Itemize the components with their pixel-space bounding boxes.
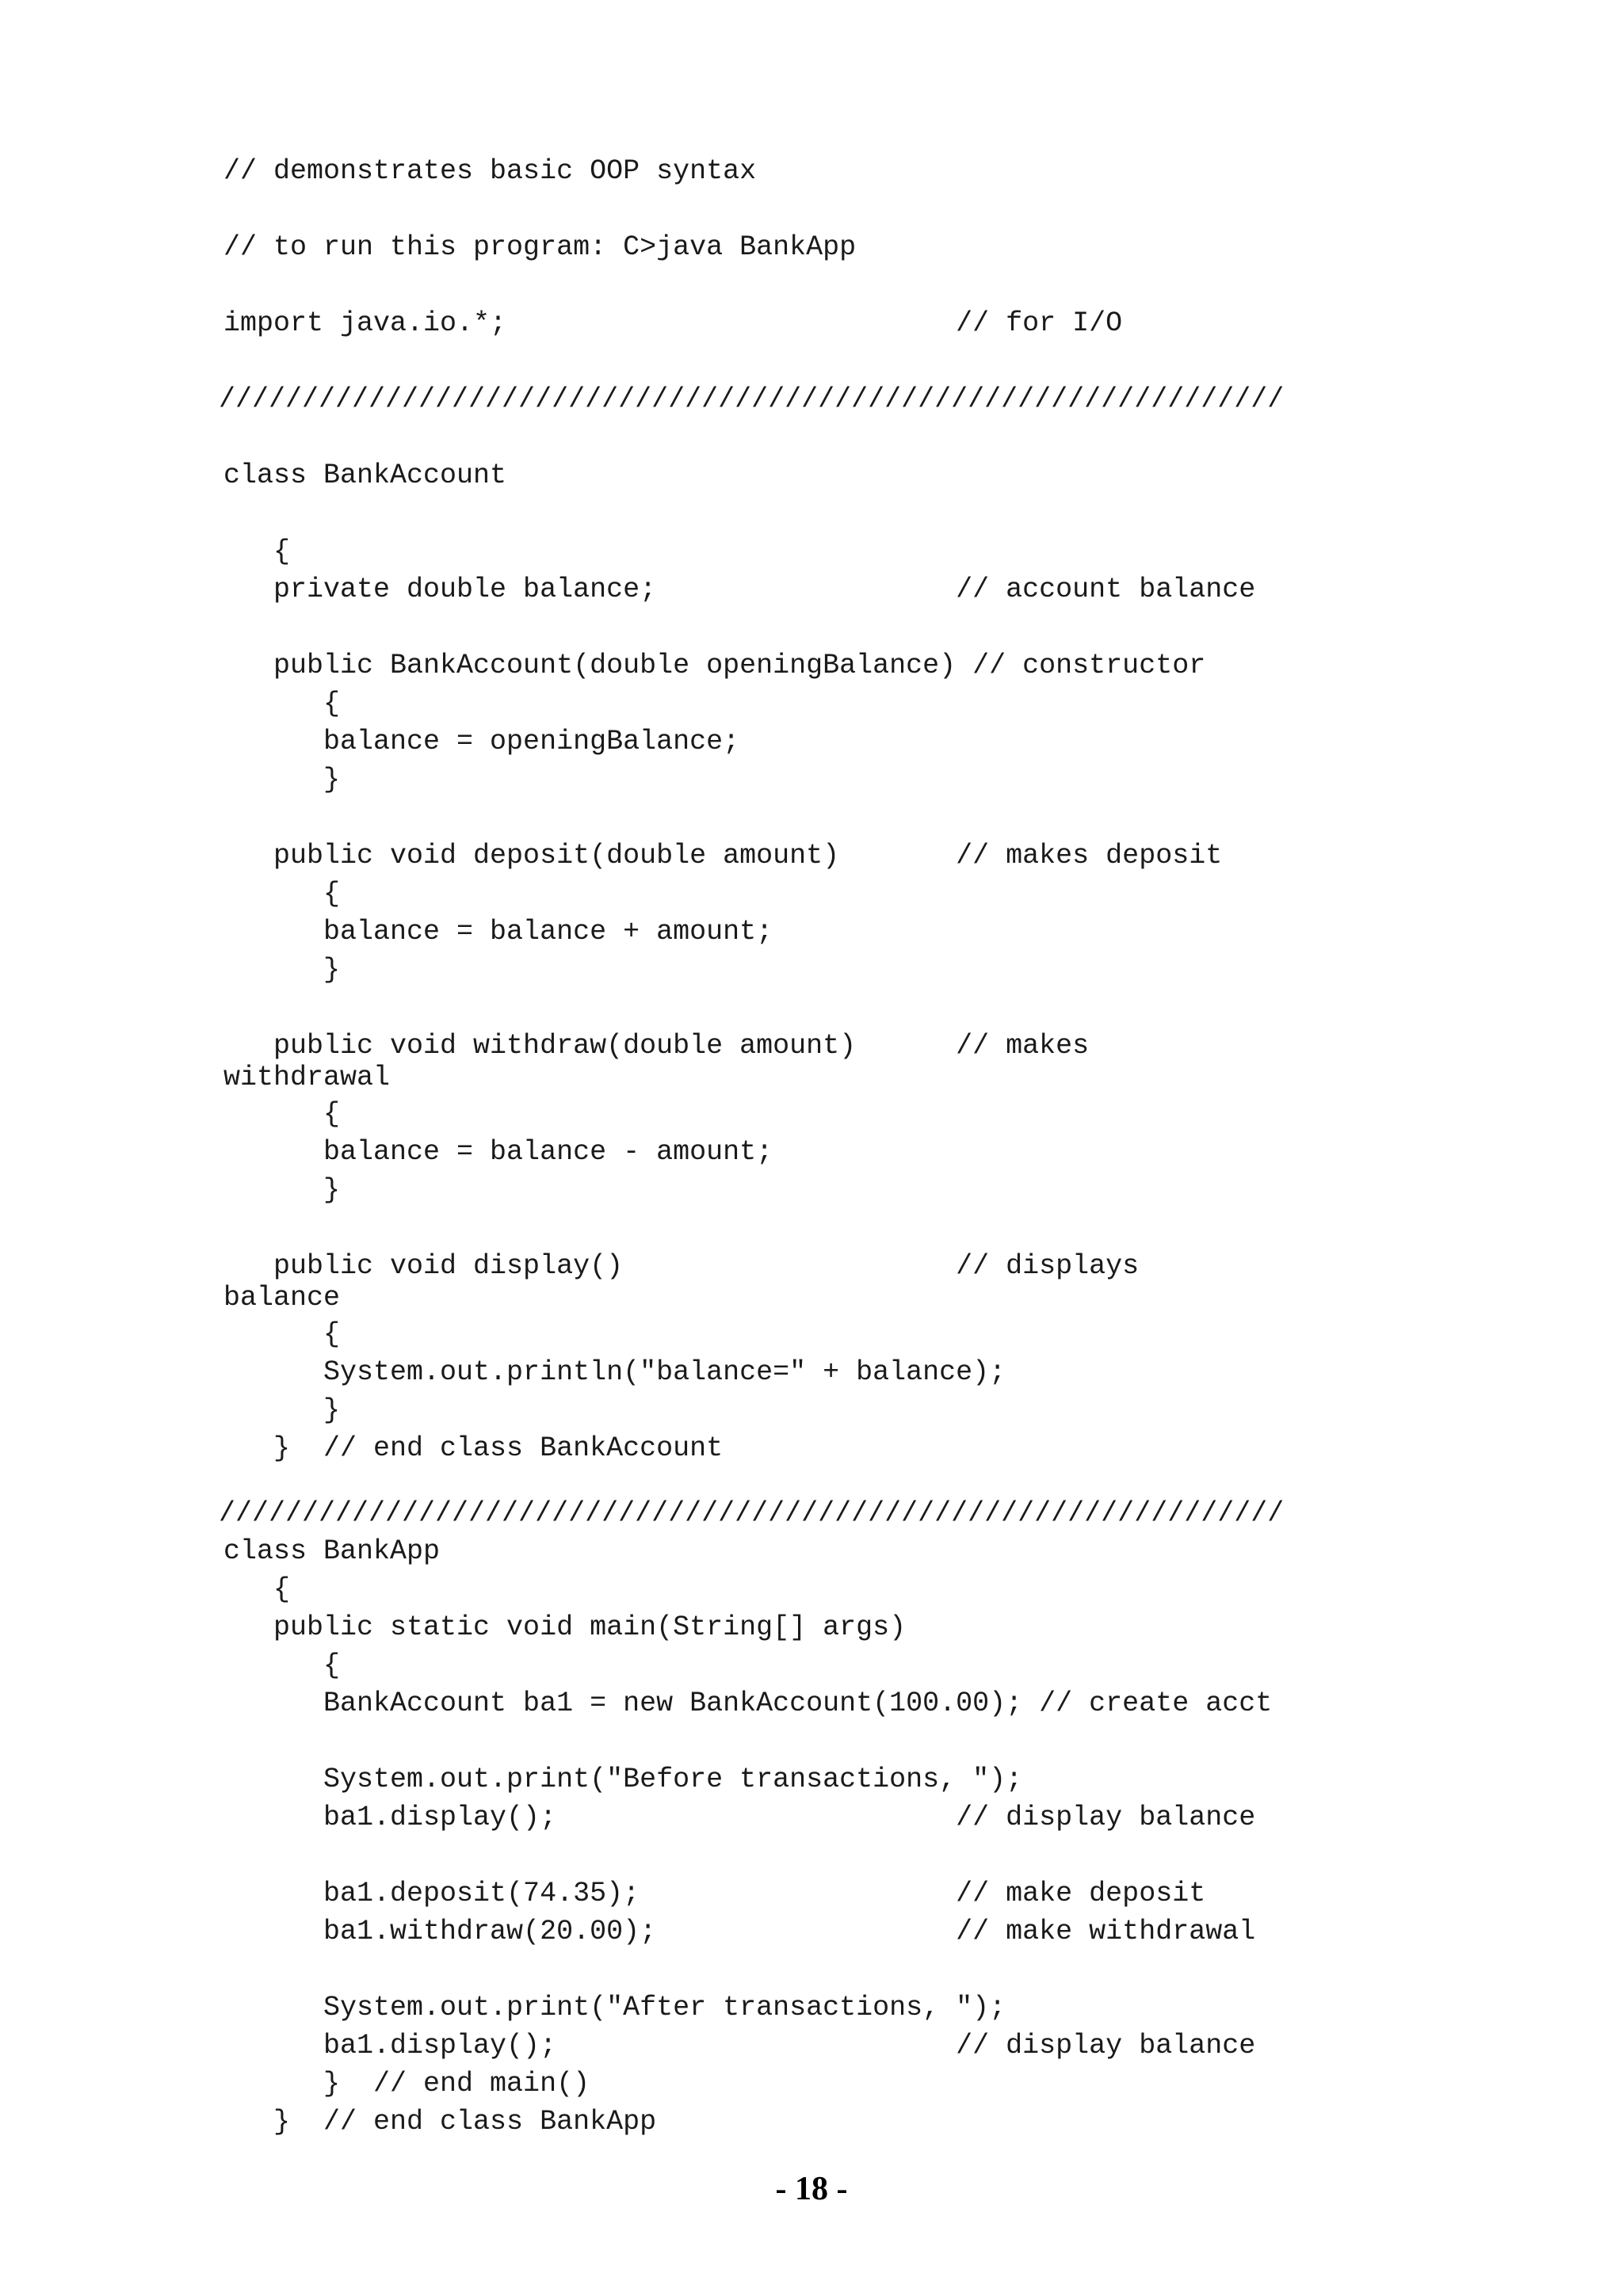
- code-line: class BankAccount: [223, 460, 507, 491]
- code-line: } // end class BankApp: [223, 2106, 657, 2138]
- code-line: balance = balance + amount;: [223, 916, 773, 948]
- code-line: }: [223, 764, 341, 795]
- code-line: ////////////////////////////////////////////////////////////////: [219, 383, 1285, 415]
- code-line: public void display() // displays: [223, 1250, 1140, 1282]
- code-line: class BankApp: [223, 1535, 441, 1567]
- code-line: } // end class BankAccount: [223, 1432, 724, 1464]
- code-line: balance = balance - amount;: [223, 1136, 773, 1168]
- code-line: balance = openingBalance;: [223, 726, 740, 757]
- code-line: {: [223, 688, 341, 719]
- code-line: ba1.display(); // display balance: [223, 1802, 1256, 1833]
- code-line: import java.io.*; // for I/O: [223, 307, 1123, 339]
- code-line: public void withdraw(double amount) // makes: [223, 1030, 1090, 1062]
- code-line: ba1.deposit(74.35); // make deposit: [223, 1878, 1206, 1909]
- code-line: {: [223, 878, 341, 910]
- code-line: }: [223, 1394, 341, 1426]
- code-line: {: [223, 1650, 341, 1681]
- code-line: System.out.print("After transactions, ");: [223, 1992, 1006, 2023]
- page-number: - 18 -: [775, 2171, 848, 2207]
- code-line: balance: [223, 1282, 341, 1314]
- code-line: // to run this program: C>java BankApp: [223, 231, 857, 263]
- code-line: }: [223, 1174, 341, 1206]
- code-line: public static void main(String[] args): [223, 1611, 907, 1643]
- code-line: // demonstrates basic OOP syntax: [223, 155, 757, 187]
- code-line: {: [223, 1573, 291, 1605]
- code-line: ba1.withdraw(20.00); // make withdrawal: [223, 1916, 1256, 1947]
- code-line: ////////////////////////////////////////////////////////////////: [219, 1497, 1285, 1529]
- code-line: {: [223, 1318, 341, 1350]
- code-line: System.out.print("Before transactions, ");: [223, 1764, 1023, 1795]
- code-line: {: [223, 1098, 341, 1130]
- code-line: } // end main(): [223, 2068, 590, 2100]
- code-line: private double balance; // account balance: [223, 574, 1256, 605]
- code-line: withdrawal: [223, 1062, 391, 1093]
- code-line: ba1.display(); // display balance: [223, 2030, 1256, 2061]
- code-line: System.out.println("balance=" + balance);: [223, 1356, 1006, 1388]
- code-line: public BankAccount(double openingBalance) // constructor: [223, 650, 1206, 681]
- code-line: BankAccount ba1 = new BankAccount(100.00); // create acct: [223, 1688, 1273, 1719]
- code-line: public void deposit(double amount) // makes deposit: [223, 840, 1223, 871]
- code-line: {: [223, 536, 291, 567]
- code-line: }: [223, 954, 341, 986]
